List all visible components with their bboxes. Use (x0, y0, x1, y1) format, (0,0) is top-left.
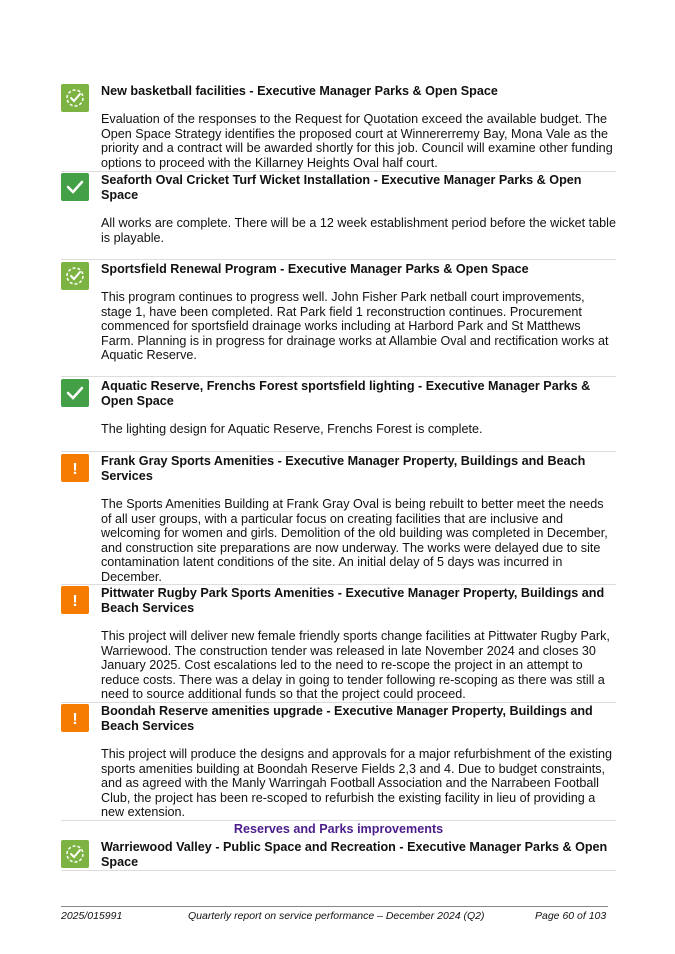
section-heading: Reserves and Parks improvements (233, 822, 444, 836)
project-description: This project will deliver new female friendly sports change facilities at Pittwater Rugby Park, Warriewood. The construction tender was released in late November 2024 and closes 30 January 2025. Cost escalations led to the need to re-scope the project in an attempt to reduce costs. There was a delay in going to tender following re-scoping as there was still a need to source additional funds so that the project could proceed. (101, 629, 610, 701)
ontrack-check-icon (61, 84, 89, 112)
project-title: New basketball facilities - Executive Manager Parks & Open Space (101, 84, 498, 98)
warning-exclamation-icon (61, 454, 89, 482)
project-description: The lighting design for Aquatic Reserve, Frenchs Forest is complete. (101, 422, 483, 436)
complete-check-icon (61, 379, 89, 407)
project-description: The Sports Amenities Building at Frank Gray Oval is being rebuilt to better meet the needs of all user groups, with a particular focus on creating facilities that are inclusive and welcoming for women and girls. Demolition of the old building was completed in December, and construction site preparations are now underway. The works were delayed due to site contamination latent conditions of the site. An initial delay of 5 days was incurred in December. (101, 497, 608, 584)
footer-doc-number: 2025/015991 (61, 910, 123, 922)
ontrack-check-icon (61, 840, 89, 868)
divider (61, 451, 616, 452)
footer-report-title: Quarterly report on service performance – December 2024 (Q2) (188, 910, 485, 922)
project-title: Boondah Reserve amenities upgrade - Executive Manager Property, Buildings and Beach Services (101, 704, 593, 733)
warning-exclamation-icon (61, 586, 89, 614)
divider (61, 702, 616, 703)
svg-text:!: ! (72, 593, 78, 610)
svg-text:!: ! (72, 461, 78, 478)
svg-text:!: ! (72, 711, 78, 728)
project-description: All works are complete. There will be a 12 week establishment period before the wicket table is playable. (101, 216, 616, 245)
project-title: Frank Gray Sports Amenities - Executive Manager Property, Buildings and Beach Services (101, 454, 586, 483)
divider (61, 820, 616, 821)
footer-divider (61, 906, 608, 907)
complete-check-icon (61, 173, 89, 201)
ontrack-check-icon (61, 262, 89, 290)
project-title: Sportsfield Renewal Program - Executive Manager Parks & Open Space (101, 262, 529, 276)
project-title: Seaforth Oval Cricket Turf Wicket Installation - Executive Manager Parks & Open Space (101, 173, 582, 202)
project-description: Evaluation of the responses to the Request for Quotation exceed the available budget. The Open Space Strategy identifies the proposed court at Winnererremy Bay, Mona Vale as the priority and a contract will be awarded shortly for this job. Council will examine other funding options to proceed with the Killarney Heights Oval half court. (101, 112, 613, 170)
project-title: Pittwater Rugby Park Sports Amenities - Executive Manager Property, Buildings and Beach Services (101, 586, 605, 615)
project-title: Warriewood Valley - Public Space and Recreation - Executive Manager Parks & Open Space (101, 840, 608, 869)
divider (61, 584, 616, 585)
project-title: Aquatic Reserve, Frenchs Forest sportsfield lighting - Executive Manager Parks & Open Space (101, 379, 591, 408)
divider (61, 259, 616, 260)
divider (61, 376, 616, 377)
divider (61, 870, 616, 871)
divider (61, 171, 616, 172)
footer-page-number: Page 60 of 103 (535, 910, 607, 922)
project-description: This program continues to progress well. John Fisher Park netball court improvements, stage 1, have been completed. Rat Park field 1 reconstruction continues. Procurement commenced for sportsfield drainage works including at Harbord Park and St Matthews Farm. Planning is in progress for drainage works at Allambie Oval and rectification works at Aquatic Reserve. (101, 290, 609, 362)
warning-exclamation-icon (61, 704, 89, 732)
project-description: This project will produce the designs and approvals for a major refurbishment of the existing sports amenities building at Boondah Reserve Fields 2,3 and 4. Due to budget constraints, and as agreed with the Manly Warringah Football Association and the Narrabeen Football Club, the project has been re-scoped to refurbish the existing facility in lieu of providing a new extension. (101, 747, 613, 819)
